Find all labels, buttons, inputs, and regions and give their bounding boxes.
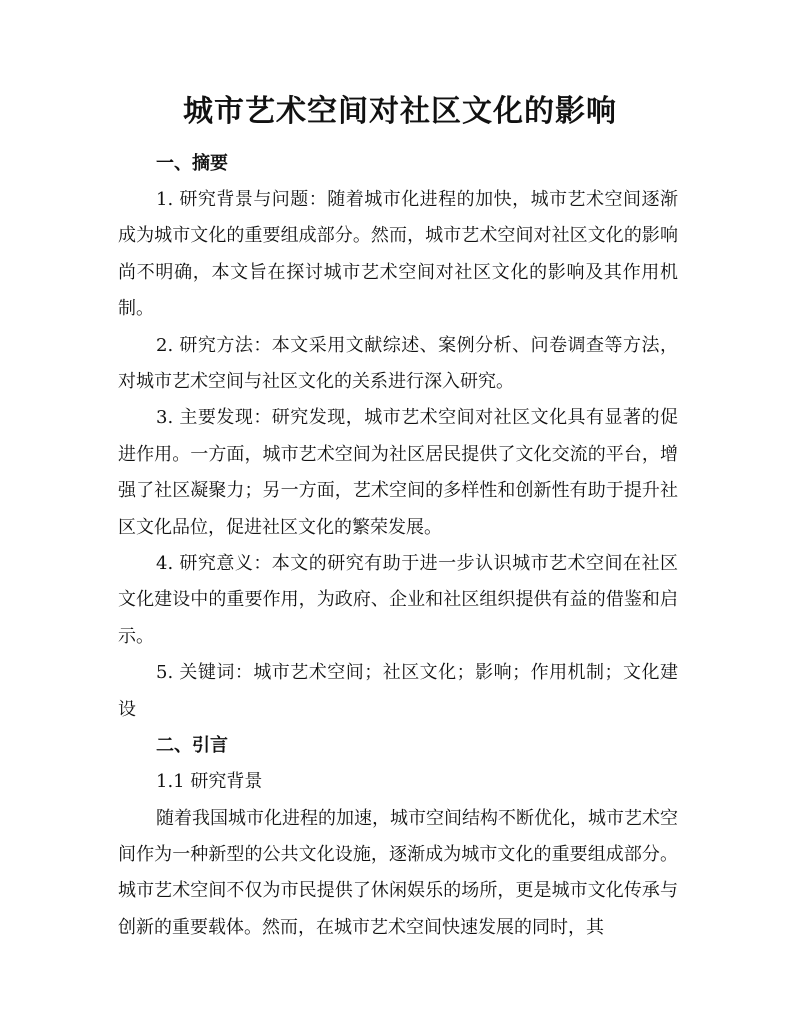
document-title: 城市艺术空间对社区文化的影响 <box>183 94 617 129</box>
abstract-paragraph-3: 3. 主要发现：研究发现，城市艺术空间对社区文化具有显著的促进作用。一方面，城市艺术空间为社区居民提供了文化交流的平台，增强了社区凝聚力；另一方面，艺术空间的多样性和创新性有助于提升社区文化品位，促进社区文化的繁荣发展。 <box>118 407 678 538</box>
abstract-paragraph-5: 5. 关键词：城市艺术空间；社区文化；影响；作用机制；文化建设 <box>118 662 678 720</box>
abstract-paragraph-4: 4. 研究意义：本文的研究有助于进一步认识城市艺术空间在社区文化建设中的重要作用，为政府、企业和社区组织提供有益的借鉴和启示。 <box>118 553 678 647</box>
subsection-heading-background: 1.1 研究背景 <box>156 771 263 793</box>
introduction-paragraph-1: 随着我国城市化进程的加速，城市空间结构不断优化，城市艺术空间作为一种新型的公共文化设施，逐渐成为城市文化的重要组成部分。城市艺术空间不仅为市民提供了休闲娱乐的场所，更是城市文化传承与创新的重要载体。然而，在城市艺术空间快速发展的同时，其 <box>118 807 678 938</box>
section-heading-abstract: 一、摘要 <box>156 153 228 174</box>
section-heading-introduction: 二、引言 <box>156 735 228 757</box>
abstract-paragraph-1: 1. 研究背景与问题：随着城市化进程的加快，城市艺术空间逐渐成为城市文化的重要组成部分。然而，城市艺术空间对社区文化的影响尚不明确，本文旨在探讨城市艺术空间对社区文化的影响及其作用机制。 <box>118 189 678 320</box>
abstract-paragraph-2: 2. 研究方法：本文采用文献综述、案例分析、问卷调查等方法，对城市艺术空间与社区文化的关系进行深入研究。 <box>118 334 678 393</box>
document-body <box>118 146 678 946</box>
